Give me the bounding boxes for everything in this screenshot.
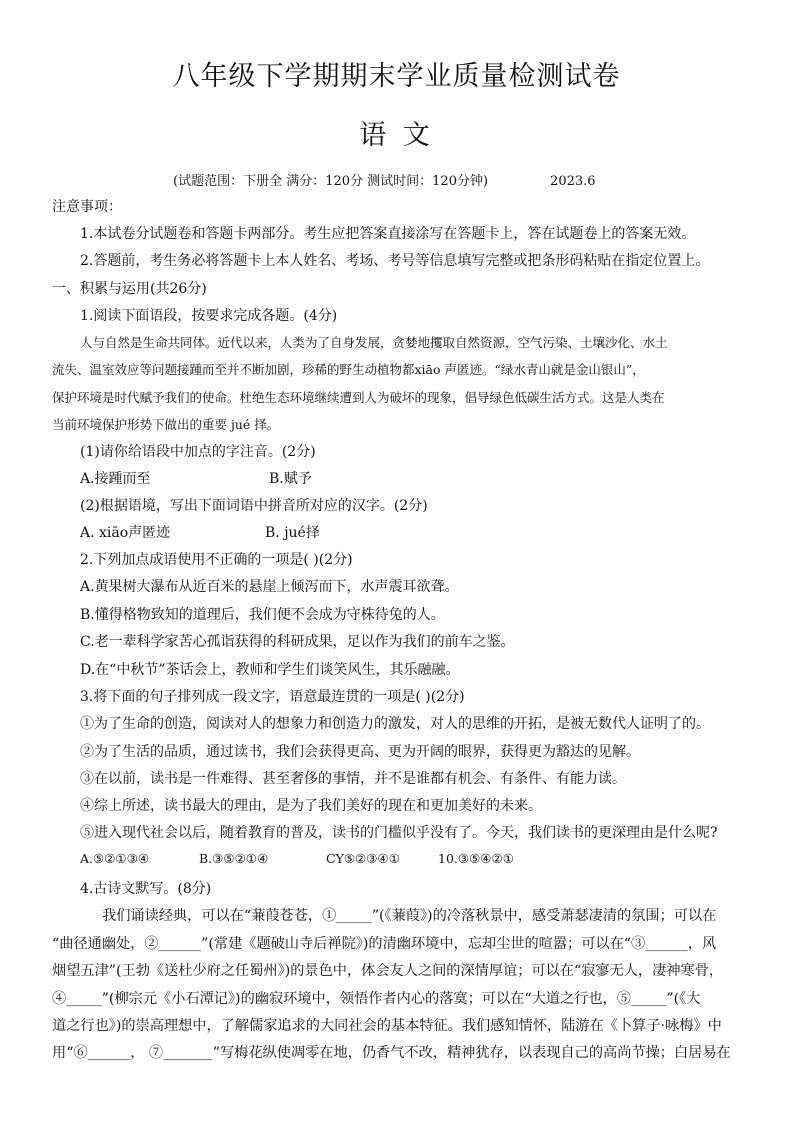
exam-meta <box>173 170 596 189</box>
q4-stem: 4.古诗文默写。(8分) <box>80 881 212 897</box>
q1-sub2-option-a: A. xiāo声匿迹 <box>80 525 171 541</box>
notice-item-1: 1.本试卷分试题卷和答题卡两部分。考生应把答案直接涂写在答题卡上，答在试题卷上的答案无效。 <box>80 226 696 242</box>
q3-option-a: A.⑤②①③④ <box>80 851 150 866</box>
q3-sentence-1: ①为了生命的创造，阅读对人的想象力和创造力的激发，对人的思维的开拓，是被无数代人证明了的。 <box>80 716 710 732</box>
q3-sentence-2: ②为了生活的品质，通过读书，我们会获得更高、更为开阔的眼界，获得更为豁达的见解。 <box>80 744 640 760</box>
exam-date: 2023.6 <box>550 174 596 189</box>
q3-option-c: CY⑤②③④① <box>326 851 400 866</box>
q4-line-3: 烟望五津”(王勃《送杜少府之任蜀州》)的景色中，体会友人之间的深情厚谊；可以在“寂寥无人，凄神寒骨， <box>52 963 724 979</box>
q1-stem: 1.阅读下面语段，按要求完成各题。(4分) <box>80 308 338 324</box>
q2-option-c: C.老一辈科学家苦心孤诣获得的科研成果，足以作为我们的前车之鉴。 <box>80 634 515 650</box>
exam-title: 八年级下学期期末学业质量检测试卷 <box>172 61 621 92</box>
q2-stem: 2.下列加点成语使用不正确的一项是( )(2分) <box>80 552 353 568</box>
q3-option-b: B.③⑤②①④ <box>199 851 269 866</box>
q3-option-d: 10.③⑤④②① <box>438 851 514 866</box>
q3-sentence-4: ④综上所述，读书最大的理由，是为了我们美好的现在和更加美好的未来。 <box>80 798 542 814</box>
passage-line-3: 保护环境是时代赋予我们的使命。杜绝生态环境继续遭到人为破坏的现象，倡导绿色低碳生活方式。这是人类在 <box>52 390 665 405</box>
q2-option-b: B.懂得格物致知的道理后，我们便不会成为守株待兔的人。 <box>80 607 445 623</box>
section-heading: 一、积累与运用(共26分) <box>52 281 207 297</box>
passage-line-1: 人与自然是生命共同体。近代以来，人类为了自身发展，贪婪地攫取自然资源，空气污染、土壤沙化、水土 <box>80 335 668 350</box>
q4-line-4: ④_____”(柳宗元《小石潭记》)的幽寂环境中，领悟作者内心的落寞；可以在“大道之行也，⑤_____”(《大 <box>52 991 701 1007</box>
q3-sentence-5: ⑤进入现代社会以后，随着教育的普及，读书的门槛似乎没有了。今天，我们读书的更深理由是什么呢? <box>80 825 718 841</box>
q4-line-2: “曲径通幽处，②______”(常建《题破山寺后禅院》)的清幽环境中，忘却尘世的喧嚣；可以在“③______，风 <box>52 936 717 952</box>
subject-title: 语 文 <box>359 120 434 151</box>
q3-sentence-3: ③在以前，读书是一件难得、甚至奢侈的事情，并不是谁都有机会、有条件、有能力读。 <box>80 771 626 787</box>
q1-sub1-option-b: B.赋予 <box>269 471 312 487</box>
passage-line-2: 流失、温室效应等问题接踵而至并不断加剧，珍稀的野生动植物都xiāo 声匿迹。“绿水青山就是金山银山”， <box>52 362 645 377</box>
q4-line-1: 我们诵读经典，可以在“蒹葭苍苍，①_____”(《蒹葭》)的冷落秋景中，感受萧瑟凄清的氛围；可以在 <box>102 908 717 924</box>
passage-line-4: 当前环境保护形势下做出的重要 jué 择。 <box>52 417 280 432</box>
q1-sub1: (1)请你给语段中加点的字注音。(2分) <box>80 444 316 460</box>
notice-item-2: 2.答题前，考生务必将答题卡上本人姓名、考场、考号等信息填写完整或把条形码粘贴在指定位置上。 <box>80 253 710 269</box>
notice-heading: 注意事项： <box>52 199 122 215</box>
q1-sub2-option-b: B. jué择 <box>265 525 320 541</box>
q4-line-5: 道之行也》)的崇高理想中，了解儒家追求的大同社会的基本特征。我们感知情怀，陆游在《卜算子·咏梅》中 <box>52 1018 722 1034</box>
q1-sub2: (2)根据语境，写出下面词语中拼音所对应的汉字。(2分) <box>80 498 428 514</box>
q3-stem: 3.将下面的句子排列成一段文字，语意最连贯的一项是( )(2分) <box>80 689 465 705</box>
exam-info: (试题范围：下册全 满分：120分 测试时间：120分钟) <box>173 174 489 189</box>
q4-line-6: 用“⑥______， ⑦_______”写梅花纵使凋零在地，仍香气不改，精神犹存，以表现自己的高尚节操；白居易在 <box>52 1045 731 1061</box>
q1-sub1-option-a: A.接踵而至 <box>80 471 151 487</box>
q2-option-a: A.黄果树大瀑布从近百米的悬崖上倾泻而下，水声震耳欲聋。 <box>80 579 459 595</box>
q2-option-d: D.在“中秋节”茶话会上，教师和学生们谈笑风生，其乐融融。 <box>80 662 460 678</box>
